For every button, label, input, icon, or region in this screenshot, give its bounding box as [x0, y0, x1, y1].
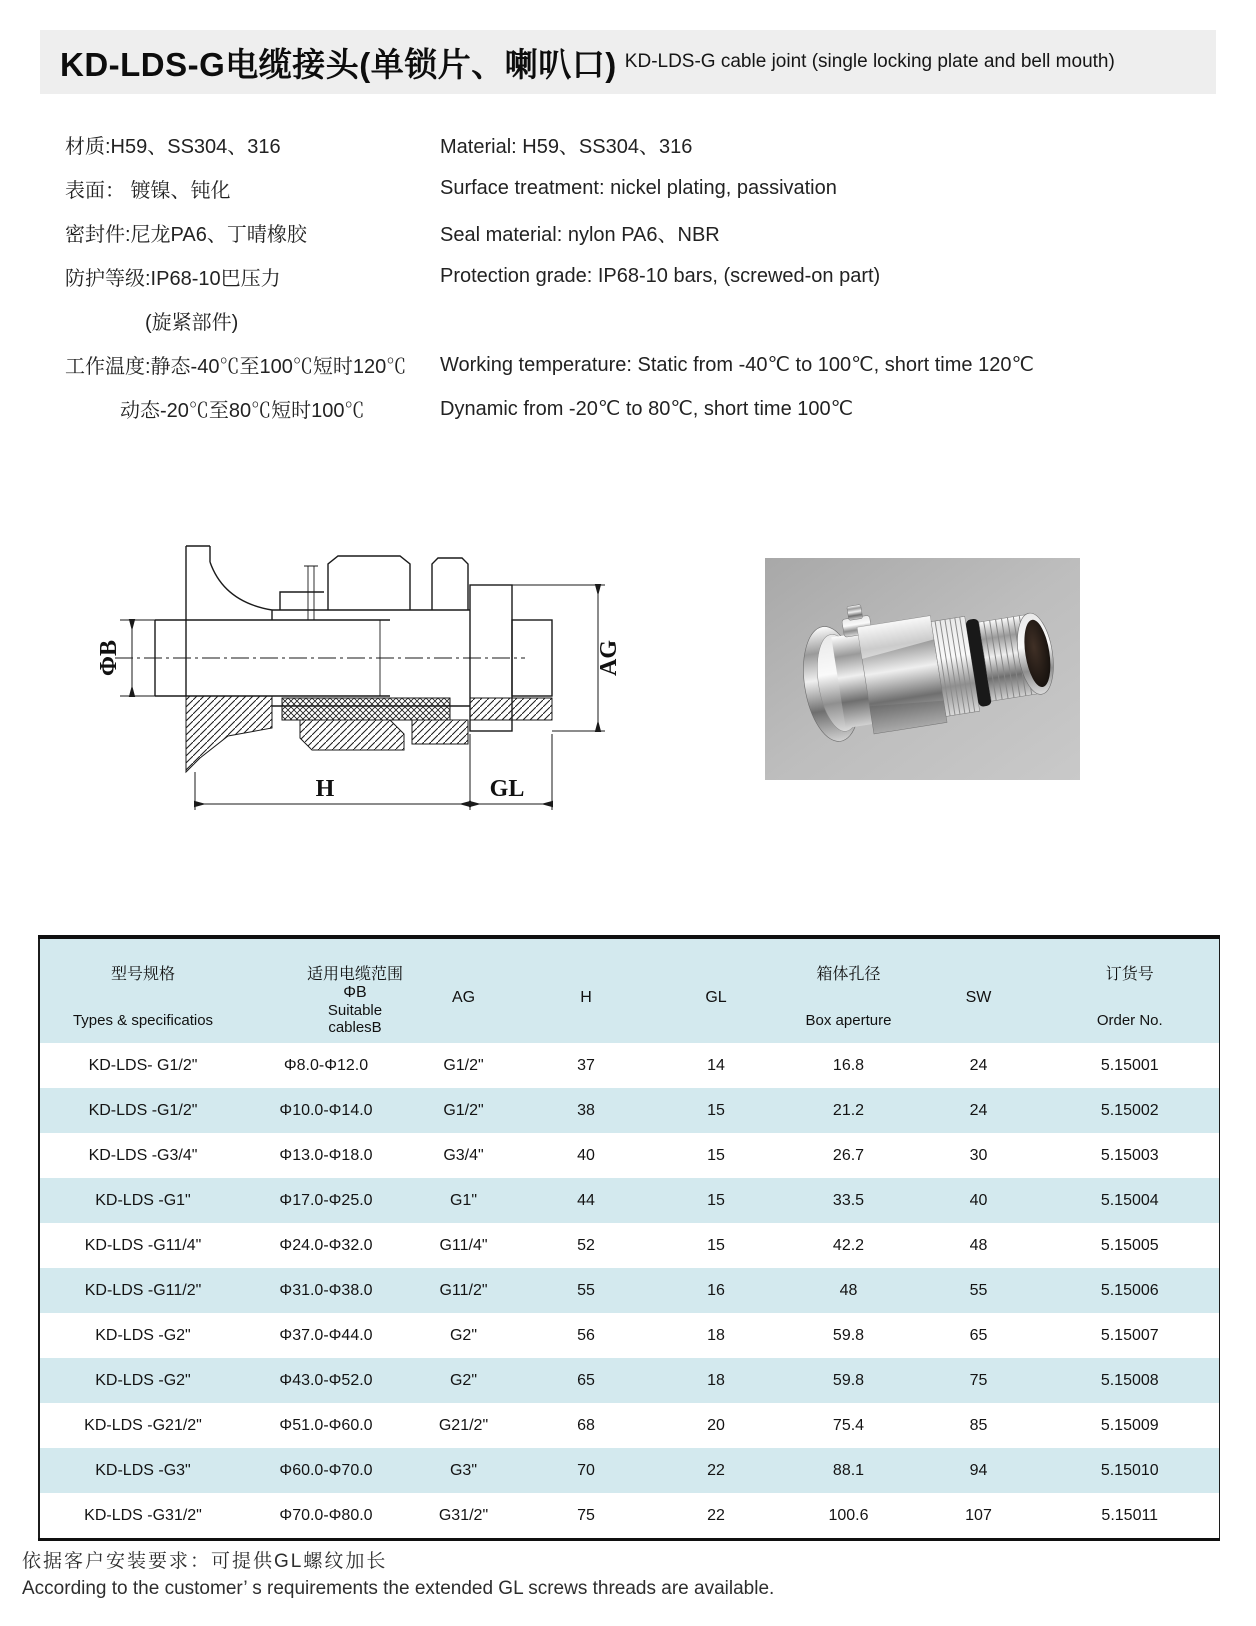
table-cell: 40 — [916, 1178, 1041, 1223]
table-cell: KD-LDS -G1" — [39, 1178, 246, 1223]
product-specs — [65, 122, 1215, 430]
spec-row — [65, 386, 1215, 430]
table-cell: 59.8 — [781, 1313, 916, 1358]
col-header-cables — [246, 937, 406, 1043]
spec-text-en: Protection grade: IP68-10 bars, (screwed-on part) — [440, 264, 881, 287]
table-cell: 16.8 — [781, 1043, 916, 1088]
table-cell: KD-LDS -G2" — [39, 1313, 246, 1358]
spec-text-en: Material: H59、SS304、316 — [440, 135, 693, 158]
table-cell: 14 — [651, 1043, 781, 1088]
table-header-row — [39, 937, 1219, 1043]
col-header-box-en: Box aperture — [805, 1012, 892, 1029]
table-cell: 30 — [916, 1133, 1041, 1178]
spec-text-zh: 工作温度:静态-40℃至100℃短时120℃ — [65, 355, 407, 378]
table-cell: 15 — [651, 1223, 781, 1268]
table-cell: 5.15010 — [1041, 1448, 1219, 1493]
table-cell: 21.2 — [781, 1088, 916, 1133]
table-cell: 20 — [651, 1403, 781, 1448]
table-row — [39, 1403, 1219, 1448]
col-header-ag: AG — [406, 937, 521, 1043]
table-cell: 88.1 — [781, 1448, 916, 1493]
table-cell: KD-LDS -G11/2" — [39, 1268, 246, 1313]
col-header-box — [781, 937, 916, 1043]
table-cell: 52 — [521, 1223, 651, 1268]
table-cell: G2" — [406, 1358, 521, 1403]
table-cell: 44 — [521, 1178, 651, 1223]
col-header-types — [39, 937, 246, 1043]
col-header-box-zh: 箱体孔径 — [816, 966, 881, 983]
table-cell: KD-LDS -G2" — [39, 1358, 246, 1403]
table-cell: 5.15001 — [1041, 1043, 1219, 1088]
table-cell: 59.8 — [781, 1358, 916, 1403]
table-cell: KD-LDS -G31/2" — [39, 1493, 246, 1540]
table-cell: KD-LDS -G1/2" — [39, 1088, 246, 1133]
table-cell: 5.15009 — [1041, 1403, 1219, 1448]
col-header-order-en: Order No. — [1096, 1012, 1163, 1029]
table-cell: G3" — [406, 1448, 521, 1493]
table-cell: Φ24.0-Φ32.0 — [246, 1223, 406, 1268]
table-cell: 5.15008 — [1041, 1358, 1219, 1403]
spec-text-zh: 密封件:尼龙PA6、丁晴橡胶 — [65, 223, 307, 246]
col-header-order — [1041, 937, 1219, 1043]
table-row — [39, 1493, 1219, 1540]
table-cell: 15 — [651, 1088, 781, 1133]
dim-label-gl: GL — [489, 776, 525, 802]
table-cell: G11/2" — [406, 1268, 521, 1313]
table-cell: 18 — [651, 1358, 781, 1403]
table-cell: 22 — [651, 1448, 781, 1493]
product-photo — [765, 558, 1080, 780]
table-cell: 5.15006 — [1041, 1268, 1219, 1313]
table-cell: G2" — [406, 1313, 521, 1358]
table-cell: 5.15004 — [1041, 1178, 1219, 1223]
table-cell: 100.6 — [781, 1493, 916, 1540]
table-cell: G31/2" — [406, 1493, 521, 1540]
table-cell: KD-LDS -G3/4" — [39, 1133, 246, 1178]
col-header-gl: GL — [651, 937, 781, 1043]
table-cell: Φ70.0-Φ80.0 — [246, 1493, 406, 1540]
table-cell: Φ13.0-Φ18.0 — [246, 1133, 406, 1178]
table-cell: 18 — [651, 1313, 781, 1358]
section-hatching — [186, 696, 552, 772]
table-cell: 15 — [651, 1133, 781, 1178]
spec-text-en: Seal material: nylon PA6、NBR — [440, 223, 720, 246]
table-cell: G1" — [406, 1178, 521, 1223]
table-cell: Φ37.0-Φ44.0 — [246, 1313, 406, 1358]
table-cell: KD-LDS -G3" — [39, 1448, 246, 1493]
table-row — [39, 1178, 1219, 1223]
table-cell: Φ17.0-Φ25.0 — [246, 1178, 406, 1223]
table-cell: Φ8.0-Φ12.0 — [246, 1043, 406, 1088]
page-title-zh: KD-LDS-G电缆接头(单锁片、喇叭口) — [60, 45, 617, 83]
col-header-cables-en: Suitable cablesB — [327, 1002, 383, 1036]
table-cell: KD-LDS -G21/2" — [39, 1403, 246, 1448]
table-cell: 107 — [916, 1493, 1041, 1540]
table-cell: 56 — [521, 1313, 651, 1358]
table-cell: 70 — [521, 1448, 651, 1493]
page-header — [40, 30, 1216, 94]
table-cell: 37 — [521, 1043, 651, 1088]
table-cell: 5.15002 — [1041, 1088, 1219, 1133]
drawing-svg — [60, 518, 630, 818]
table-cell: G1/2" — [406, 1043, 521, 1088]
table-cell: 42.2 — [781, 1223, 916, 1268]
table-cell: G21/2" — [406, 1403, 521, 1448]
col-header-order-zh: 订货号 — [1105, 966, 1154, 983]
product-photo-svg — [765, 558, 1080, 780]
spec-text-zh: 表面： 镀镍、钝化 — [65, 179, 231, 202]
table-cell: G1/2" — [406, 1088, 521, 1133]
dim-label-ag: AG — [596, 640, 622, 676]
table-cell: 65 — [916, 1313, 1041, 1358]
table-row — [39, 1313, 1219, 1358]
table-cell: KD-LDS -G11/4" — [39, 1223, 246, 1268]
spec-row — [65, 342, 1215, 386]
dim-label-phi-b: ΦB — [96, 640, 122, 676]
table-cell: 24 — [916, 1088, 1041, 1133]
footer-note-zh: 依据客户安装要求：可提供GL螺纹加长 — [22, 1551, 388, 1572]
table-cell: G3/4" — [406, 1133, 521, 1178]
table-cell: Φ10.0-Φ14.0 — [246, 1088, 406, 1133]
spec-text-zh: 防护等级:IP68-10巴压力 — [65, 267, 281, 290]
dim-label-h: H — [315, 776, 335, 802]
table-cell: Φ60.0-Φ70.0 — [246, 1448, 406, 1493]
col-header-types-en: Types & specificatios — [72, 1012, 214, 1029]
page-title-en: KD-LDS-G cable joint (single locking plate and bell mouth) — [624, 51, 1115, 72]
table-cell: 38 — [521, 1088, 651, 1133]
table-row — [39, 1223, 1219, 1268]
col-header-h: H — [521, 937, 651, 1043]
spec-text-en: Surface treatment: nickel plating, passivation — [440, 176, 837, 199]
spec-row — [65, 166, 1215, 210]
table-row — [39, 1133, 1219, 1178]
col-header-cables-zh: 适用电缆范围ΦB — [306, 966, 403, 1001]
spec-row — [65, 122, 1215, 166]
table-cell: 15 — [651, 1178, 781, 1223]
table-cell: 55 — [521, 1268, 651, 1313]
table-row — [39, 1448, 1219, 1493]
table-cell: KD-LDS- G1/2" — [39, 1043, 246, 1088]
table-cell: 5.15011 — [1041, 1493, 1219, 1540]
footer-note-en: According to the customer’ s requirements the extended GL screws threads are available. — [22, 1578, 775, 1599]
dimension-gl — [470, 776, 552, 804]
spec-table-body — [39, 1043, 1219, 1540]
table-cell: 5.15007 — [1041, 1313, 1219, 1358]
table-cell: 75 — [521, 1493, 651, 1540]
table-cell: 65 — [521, 1358, 651, 1403]
table-cell: Φ31.0-Φ38.0 — [246, 1268, 406, 1313]
table-cell: 5.15005 — [1041, 1223, 1219, 1268]
table-cell: 85 — [916, 1403, 1041, 1448]
table-row — [39, 1268, 1219, 1313]
spec-text-en: Working temperature: Static from -40℃ to 100℃, short time 120℃ — [440, 353, 1034, 376]
table-cell: 55 — [916, 1268, 1041, 1313]
table-cell: 16 — [651, 1268, 781, 1313]
spec-text-en: Dynamic from -20℃ to 80℃, short time 100℃ — [440, 397, 854, 420]
table-row — [39, 1088, 1219, 1133]
bell-mouth — [186, 546, 272, 696]
spec-table — [38, 935, 1220, 1541]
table-cell: 26.7 — [781, 1133, 916, 1178]
spec-row — [65, 210, 1215, 254]
table-row — [39, 1358, 1219, 1403]
table-cell: 24 — [916, 1043, 1041, 1088]
col-header-sw: SW — [916, 937, 1041, 1043]
table-cell: 94 — [916, 1448, 1041, 1493]
spec-text-zh: 动态-20℃至80℃短时100℃ — [120, 399, 365, 422]
col-header-types-zh: 型号规格 — [110, 966, 175, 983]
table-cell: 68 — [521, 1403, 651, 1448]
spec-text-zh: (旋紧部件) — [145, 311, 239, 334]
spec-row — [65, 254, 1215, 298]
table-cell: Φ43.0-Φ52.0 — [246, 1358, 406, 1403]
table-cell: 22 — [651, 1493, 781, 1540]
footer-note — [22, 1548, 774, 1602]
table-cell: 40 — [521, 1133, 651, 1178]
table-row — [39, 1043, 1219, 1088]
table-cell: 48 — [781, 1268, 916, 1313]
table-cell: 75 — [916, 1358, 1041, 1403]
table-cell: 75.4 — [781, 1403, 916, 1448]
table-cell: 33.5 — [781, 1178, 916, 1223]
spec-row — [65, 298, 1215, 342]
table-cell: Φ51.0-Φ60.0 — [246, 1403, 406, 1448]
table-cell: 48 — [916, 1223, 1041, 1268]
spec-text-zh: 材质:H59、SS304、316 — [65, 135, 281, 158]
table-cell: G11/4" — [406, 1223, 521, 1268]
technical-drawing — [60, 518, 630, 818]
table-cell: 5.15003 — [1041, 1133, 1219, 1178]
